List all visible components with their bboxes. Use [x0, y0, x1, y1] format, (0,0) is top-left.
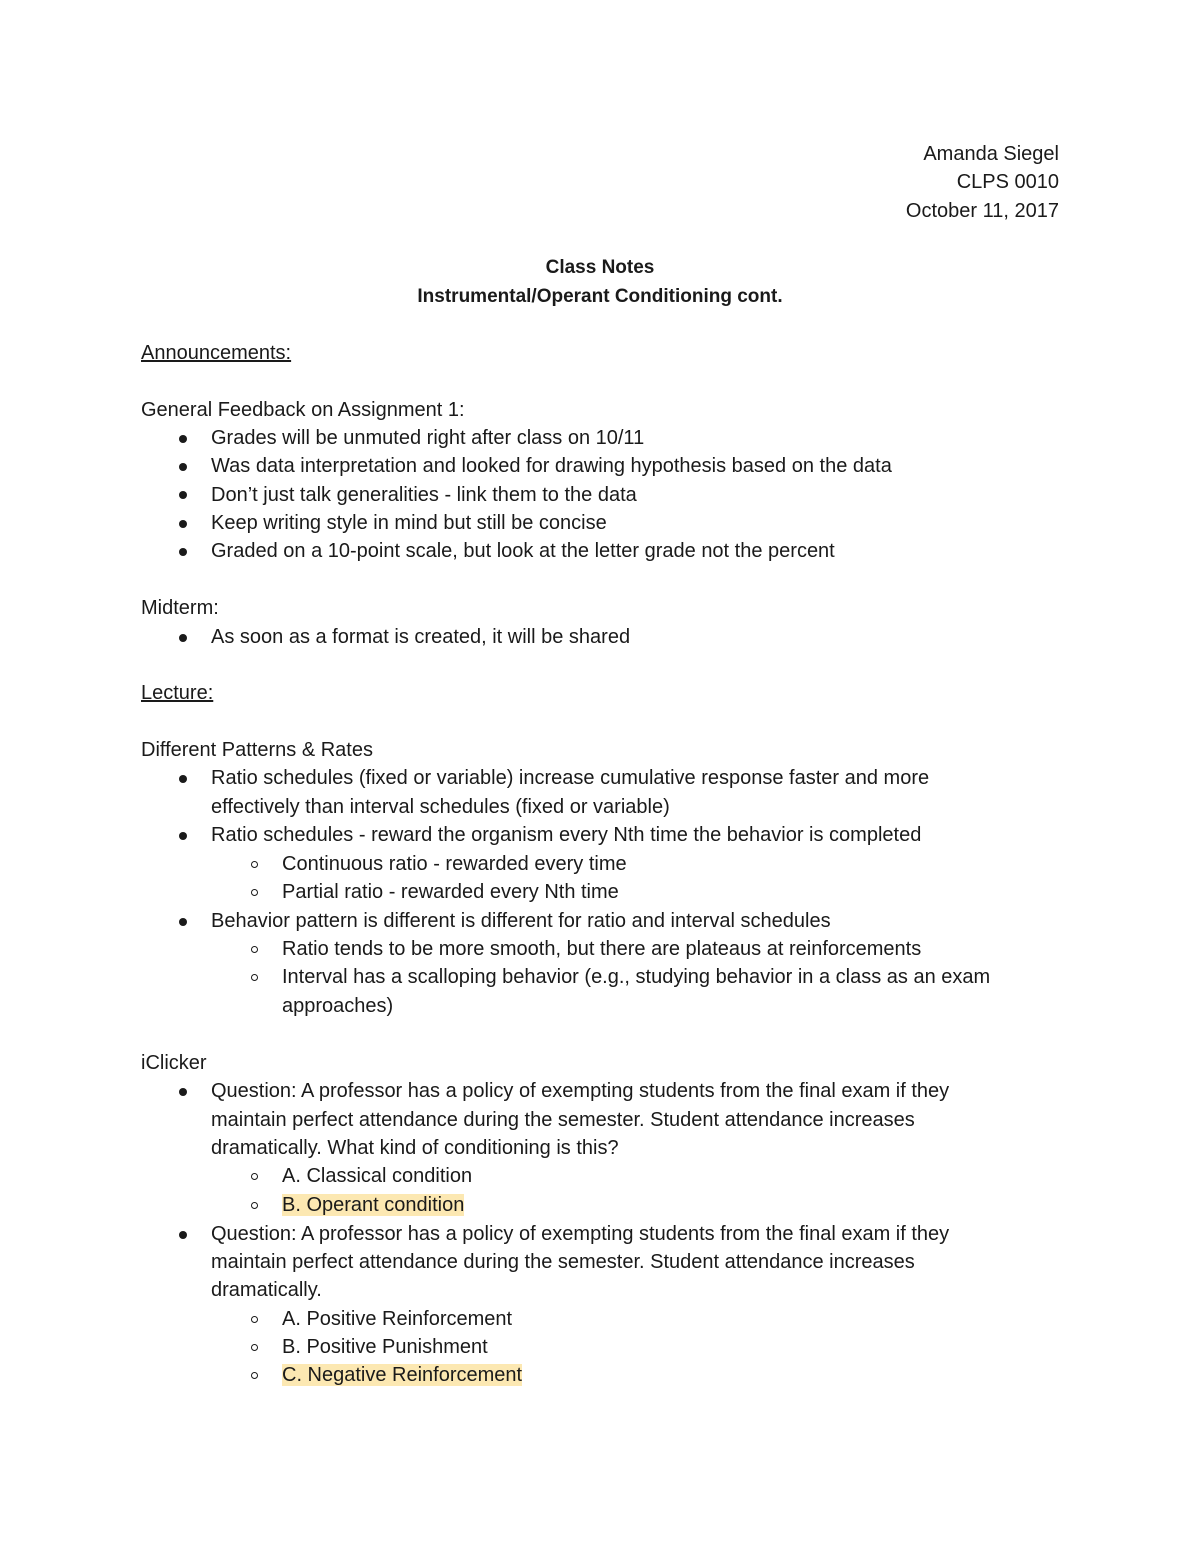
bullet-icon	[179, 548, 187, 556]
list-item: Ratio schedules (fixed or variable) increase cumulative response faster and more	[211, 767, 930, 789]
announcements-heading: Announcements:	[141, 342, 292, 364]
list-item: As soon as a format is created, it will be shared	[211, 626, 631, 648]
list-item: Was data interpretation and looked for drawing hypothesis based on the data	[211, 455, 892, 477]
document-subtitle: Instrumental/Operant Conditioning cont.	[417, 286, 783, 307]
list-item: Behavior pattern is different is different for ratio and interval schedules	[211, 910, 831, 932]
list-item: Graded on a 10-point scale, but look at the letter grade not the percent	[211, 540, 835, 562]
answer-option: A. Classical condition	[282, 1165, 473, 1187]
sub-bullet-icon	[251, 1372, 258, 1379]
feedback-heading: General Feedback on Assignment 1:	[141, 399, 465, 421]
author-name: Amanda Siegel	[923, 143, 1059, 165]
question-text-continuation: maintain perfect attendance during the semester. Student attendance increases	[211, 1109, 915, 1131]
question-text-continuation: maintain perfect attendance during the semester. Student attendance increases	[211, 1251, 915, 1273]
document-date: October 11, 2017	[905, 200, 1059, 222]
bullet-icon	[179, 918, 187, 926]
answer-option-correct	[282, 1361, 522, 1389]
answer-option-correct	[282, 1191, 464, 1219]
sub-bullet-icon	[251, 1344, 258, 1351]
list-item: Grades will be unmuted right after class on 10/11	[211, 427, 645, 449]
sub-bullet-icon	[251, 889, 258, 896]
sub-list-item: Partial ratio - rewarded every Nth time	[282, 881, 619, 903]
question-text-continuation: dramatically. What kind of conditioning is this?	[211, 1137, 619, 1159]
bullet-icon	[179, 463, 187, 471]
lecture-heading: Lecture:	[141, 682, 214, 704]
sub-bullet-icon	[251, 861, 258, 868]
bullet-icon	[179, 491, 187, 499]
bullet-icon	[179, 832, 187, 840]
sub-list-item: Interval has a scalloping behavior (e.g., studying behavior in a class as an exam	[282, 966, 991, 988]
bullet-icon	[179, 1231, 187, 1239]
question-text: Question: A professor has a policy of exempting students from the final exam if they	[211, 1080, 950, 1102]
midterm-heading: Midterm:	[141, 597, 219, 619]
sub-bullet-icon	[251, 1173, 258, 1180]
sub-bullet-icon	[251, 1316, 258, 1323]
highlighted-answer: C. Negative Reinforcement	[282, 1364, 523, 1386]
list-item-continuation: effectively than interval schedules (fixed or variable)	[211, 796, 670, 818]
sub-bullet-icon	[251, 1202, 258, 1209]
list-item: Don’t just talk generalities - link them to the data	[211, 484, 637, 506]
question-text: Question: A professor has a policy of exempting students from the final exam if they	[211, 1223, 950, 1245]
bullet-icon	[179, 520, 187, 528]
answer-option: A. Positive Reinforcement	[282, 1308, 513, 1330]
sub-list-item-continuation: approaches)	[282, 995, 394, 1017]
patterns-heading: Different Patterns & Rates	[141, 739, 373, 761]
answer-option: B. Positive Punishment	[282, 1336, 488, 1358]
bullet-icon	[179, 1088, 187, 1096]
question-text-continuation: dramatically.	[211, 1279, 322, 1301]
sub-list-item: Ratio tends to be more smooth, but there are plateaus at reinforcements	[282, 938, 922, 960]
sub-list-item: Continuous ratio - rewarded every time	[282, 853, 627, 875]
sub-bullet-icon	[251, 974, 258, 981]
list-item: Ratio schedules - reward the organism every Nth time the behavior is completed	[211, 824, 922, 846]
highlighted-answer: B. Operant condition	[282, 1194, 465, 1216]
bullet-icon	[179, 435, 187, 443]
document-title: Class Notes	[545, 257, 655, 278]
sub-bullet-icon	[251, 946, 258, 953]
bullet-icon	[179, 634, 187, 642]
course-code: CLPS 0010	[956, 171, 1059, 193]
list-item: Keep writing style in mind but still be concise	[211, 512, 607, 534]
bullet-icon	[179, 775, 187, 783]
iclicker-heading: iClicker	[141, 1052, 207, 1074]
